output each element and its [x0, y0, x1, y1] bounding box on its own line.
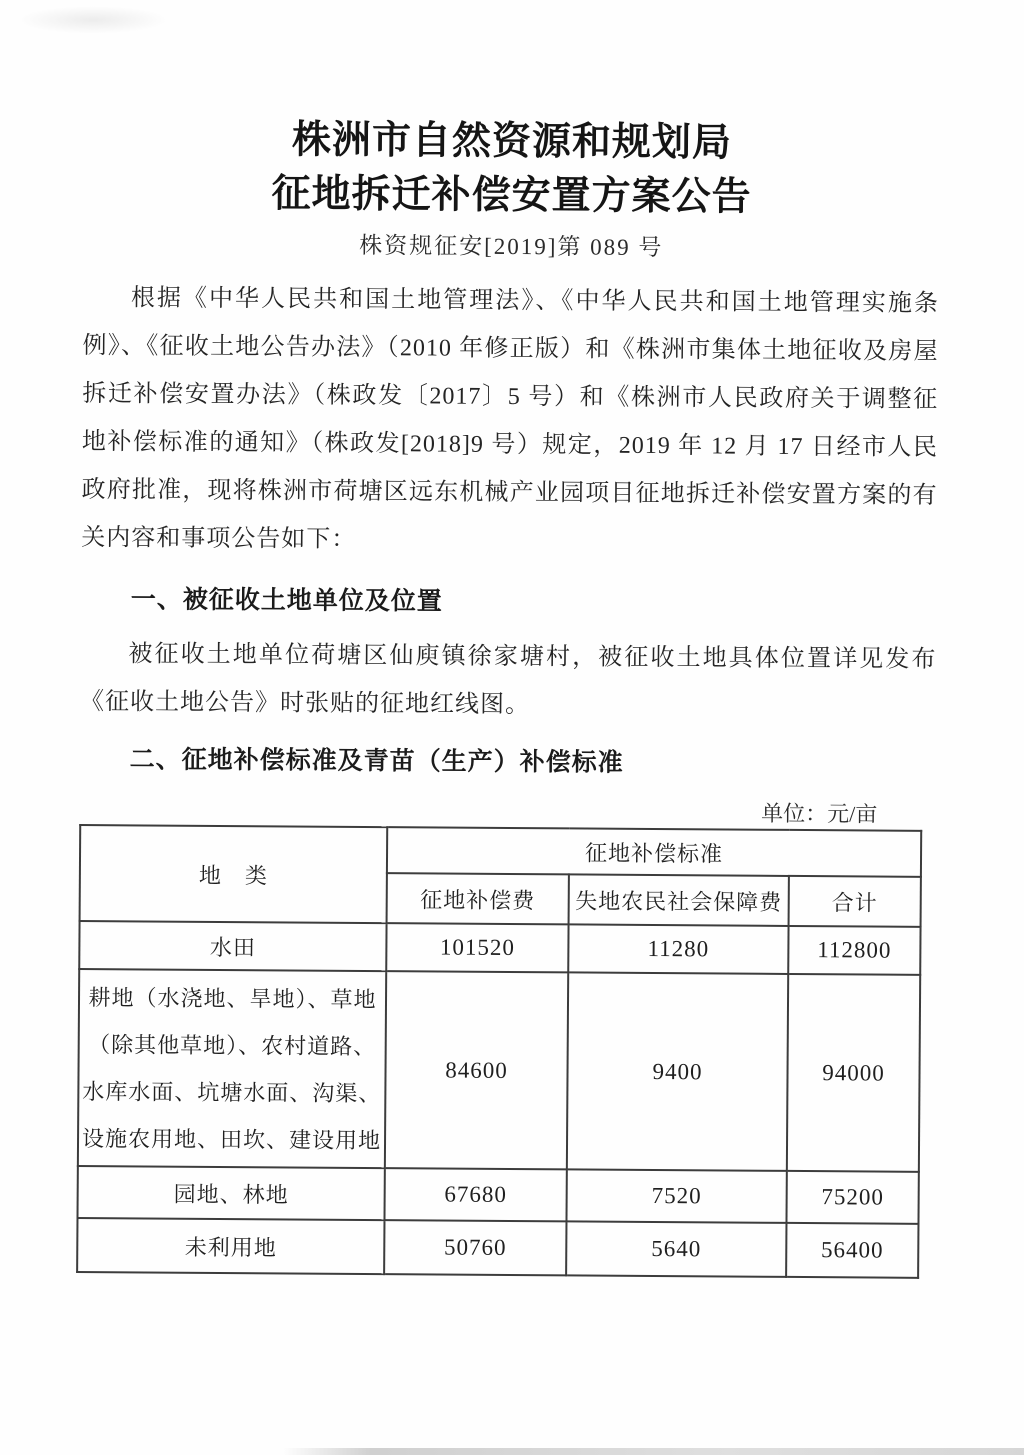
social-cell: 11280 [568, 924, 788, 974]
table-row [78, 969, 920, 1172]
document-content [76, 0, 941, 1279]
compensation-cell: 67680 [384, 1168, 566, 1221]
page-title [83, 0, 941, 226]
land-type-cell: 未利用地 [77, 1218, 384, 1274]
total-cell: 112800 [788, 926, 920, 975]
land-type-cell: 水田 [79, 921, 386, 971]
total-cell: 75200 [786, 1171, 918, 1224]
section1-paragraph: 被征收土地单位荷塘区仙庾镇徐家塘村，被征收土地具体位置详见发布《征收土地公告》时张贴的征地红线图。 [80, 641, 937, 719]
social-cell: 9400 [567, 972, 788, 1171]
scan-edge-artifact [283, 1448, 1024, 1455]
header-total-cell: 合计 [789, 876, 921, 927]
land-type-cell: 耕地（水浇地、旱地）、草地（除其他草地）、农村道路、水库水面、坑塘水面、沟渠、设施农用地、田坎、建设用地 [78, 969, 386, 1168]
doc-number: 株资规征安[2019]第 089 号 [359, 232, 664, 261]
table-row [77, 1218, 918, 1278]
section1-heading: 一、被征收土地单位及位置 [130, 586, 443, 616]
table-row [77, 1166, 918, 1224]
social-cell: 7520 [566, 1169, 786, 1223]
header-land-type-cell: 地 类 [80, 825, 388, 923]
header-compensation-cell: 征地补偿费 [387, 873, 569, 924]
total-cell: 56400 [786, 1223, 918, 1278]
intro-paragraph: 根据《中华人民共和国土地管理法》、《中华人民共和国土地管理实施条例》、《征收土地公告办法》（2010 年修正版）和《株洲市集体土地征收及房屋拆迁补偿安置办法》（株政发〔2017〕5 号）和《株洲市人民政府关于调整征地补偿标准的通知》（株政发[2018]9 号）规定，2019 年 12 月 17 日经市人民政府批准，现将株洲市荷塘区远东机械产业园项目征地拆迁补偿安置方案的有关内容和事项公告如下： [81, 285, 939, 553]
compensation-cell: 101520 [386, 923, 568, 972]
title-line-1: 株洲市自然资源和规划局 [291, 118, 733, 165]
compensation-cell: 84600 [385, 971, 568, 1169]
social-cell: 5640 [566, 1221, 786, 1277]
header-group-cell: 征地补偿标准 [387, 827, 921, 877]
table-row [79, 921, 920, 975]
section2-heading: 二、征地补偿标准及青苗（生产）补偿标准 [129, 746, 624, 777]
total-cell: 94000 [787, 974, 920, 1172]
compensation-table [76, 824, 922, 1279]
table-header-row-1 [80, 825, 921, 877]
title-line-2: 征地拆迁补偿安置方案公告 [271, 172, 752, 219]
unit-label: 单位：元/亩 [761, 800, 878, 827]
compensation-cell: 50760 [384, 1220, 566, 1275]
land-type-cell: 园地、林地 [77, 1166, 384, 1220]
header-social-cell: 失地农民社会保障费 [569, 874, 789, 926]
